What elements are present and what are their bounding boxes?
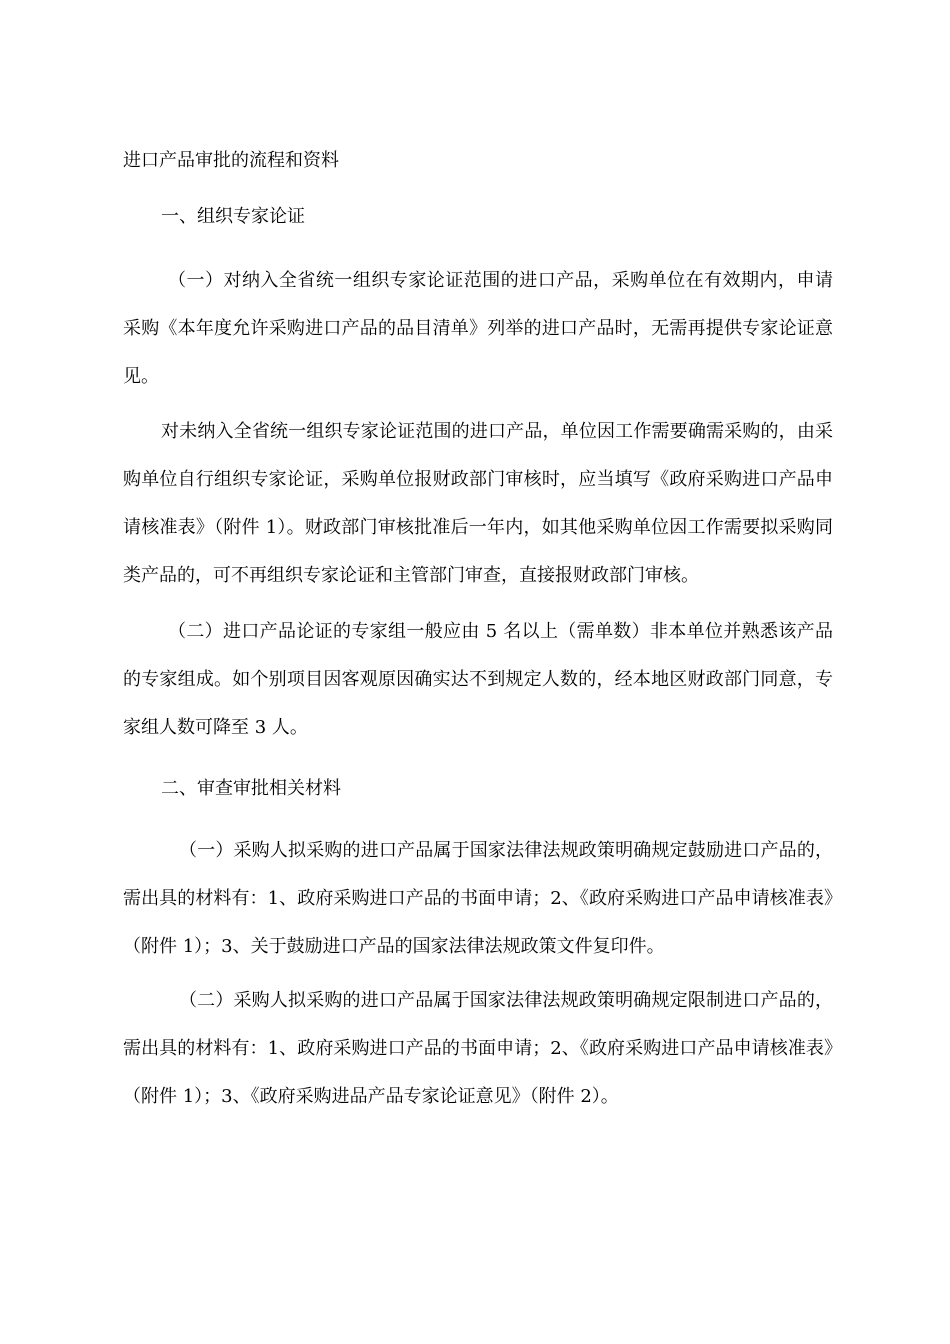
paragraph-1-1: （一）对纳入全省统一组织专家论证范围的进口产品，采购单位在有效期内，申请采购《本年度允许采购进口产品的品目清单》列举的进口产品时，无需再提供专家论证意见。 xyxy=(123,270,833,387)
section-heading-2: 二、审查审批相关材料 xyxy=(161,778,341,799)
paragraph-1-2: 对未纳入全省统一组织专家论证范围的进口产品，单位因工作需要确需采购的，由采购单位自行组织专家论证，采购单位报财政部门审核时，应当填写《政府采购进口产品申请核准表》（附件 1）。财政部门审核批准后一年内，如其他采购单位因工作需要拟采购同类产品的，可不再组织专家论证和主管部门审查，直接报财政部门审核。 xyxy=(123,421,833,586)
document-body xyxy=(123,145,833,1121)
paragraph-1-3: （二）进口产品论证的专家组一般应由 5 名以上（需单数）非本单位并熟悉该产品的专家组成。如个别项目因客观原因确实达不到规定人数的，经本地区财政部门同意，专家组人数可降至 3 人。 xyxy=(123,621,833,738)
document-title: 进口产品审批的流程和资料 xyxy=(123,150,339,171)
section-heading-1: 一、组织专家论证 xyxy=(161,206,305,227)
paragraph-2-2: （二）采购人拟采购的进口产品属于国家法律法规政策明确规定限制进口产品的，需出具的材料有：1、政府采购进口产品的书面申请；2、《政府采购进口产品申请核准表》（附件 1）；3、《政府采购进品产品专家论证意见》（附件 2）。 xyxy=(123,990,833,1107)
paragraph-2-1: （一）采购人拟采购的进口产品属于国家法律法规政策明确规定鼓励进口产品的，需出具的材料有：1、政府采购进口产品的书面申请；2、《政府采购进口产品申请核准表》（附件 1）；3、关于鼓励进口产品的国家法律法规政策文件复印件。 xyxy=(123,840,833,957)
